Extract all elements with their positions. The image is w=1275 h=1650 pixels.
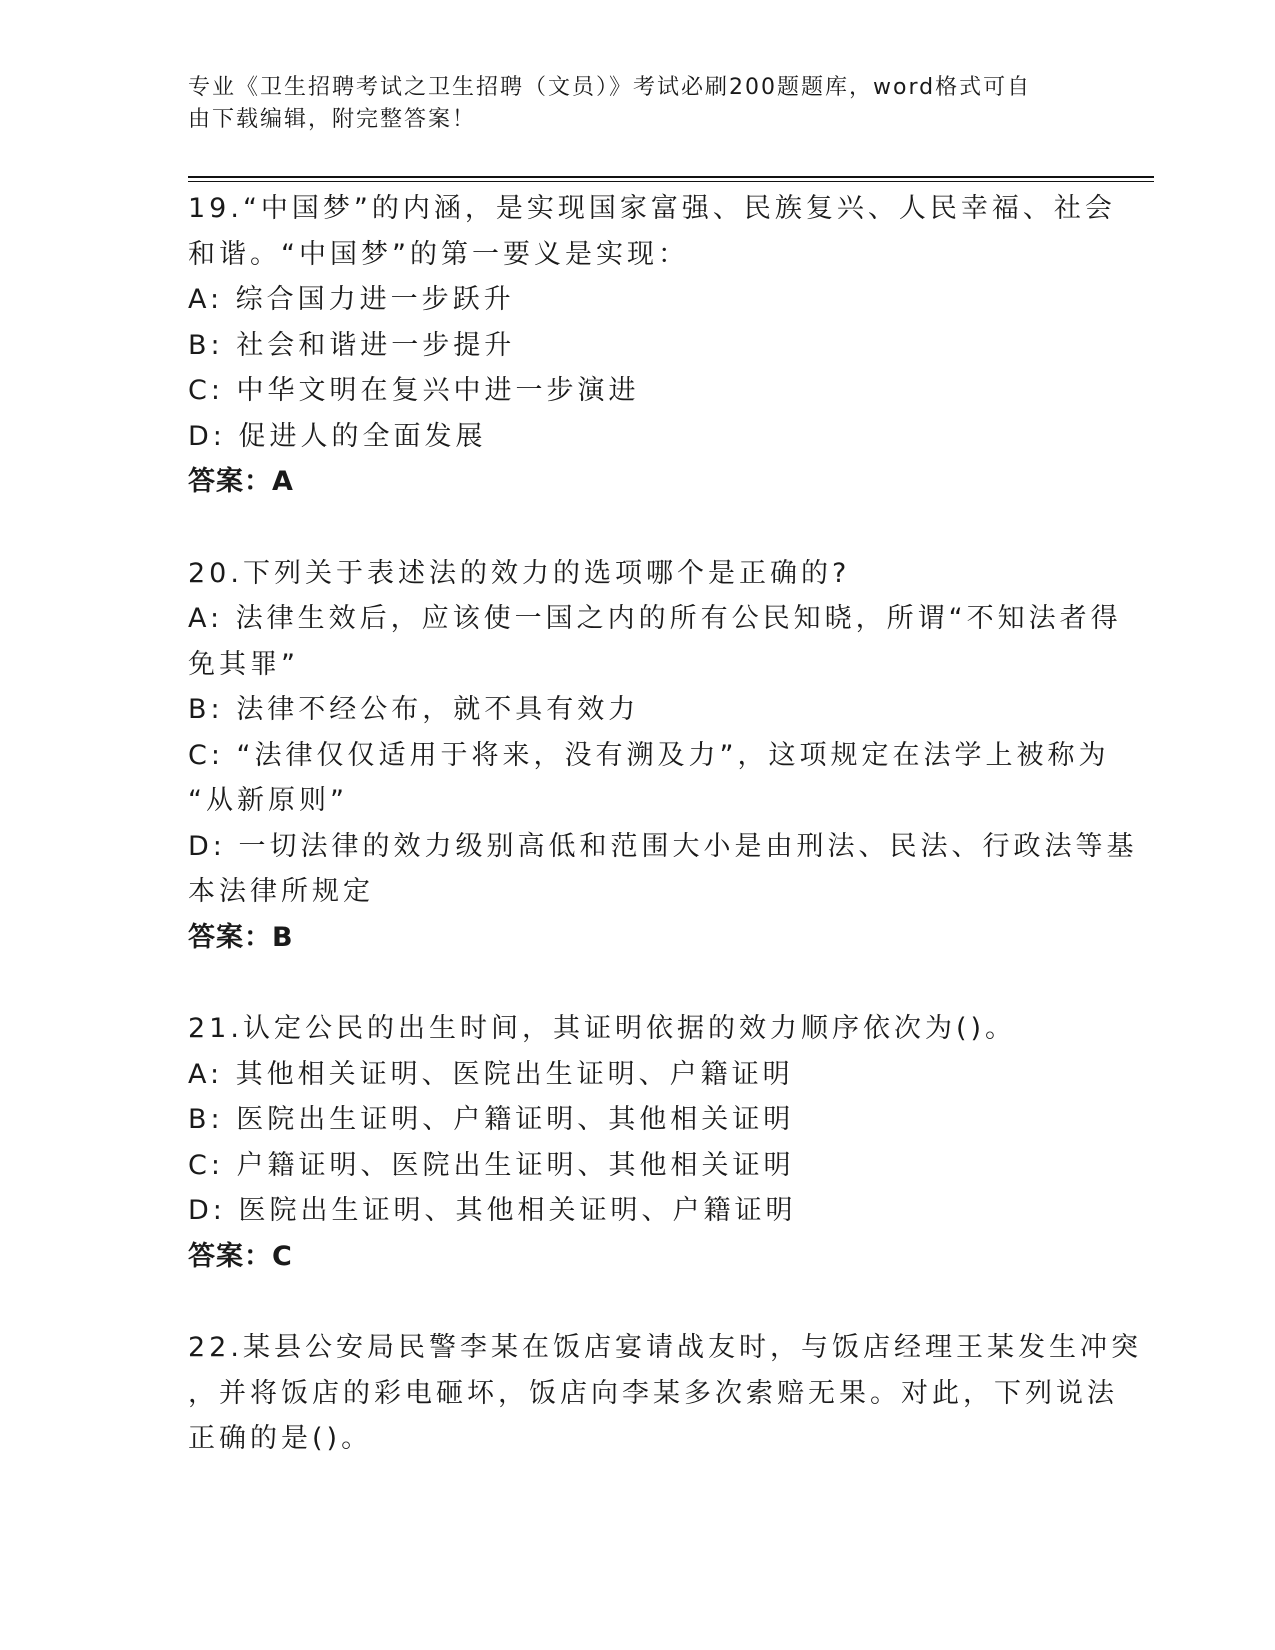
header-line-1: 专业《卫生招聘考试之卫生招聘（文员）》考试必刷200题题库，word格式可自 [188, 75, 1032, 100]
option-d: D: 医院出生证明、其他相关证明、户籍证明 [188, 1195, 797, 1226]
option-d-continued: 本法律所规定 [188, 876, 374, 907]
spacer [188, 960, 1088, 1006]
option-c: C: 户籍证明、医院出生证明、其他相关证明 [188, 1149, 795, 1181]
question-22 [188, 1325, 1142, 1462]
question-20 [188, 551, 1138, 961]
question-stem-line: 正确的是()。 [188, 1423, 373, 1454]
question-stem-line: 22.某县公安局民警李某在饭店宴请战友时，与饭店经理王某发生冲突 [188, 1332, 1142, 1363]
question-stem-line: 21.认定公民的出生时间，其证明依据的效力顺序依次为()。 [188, 1013, 1017, 1044]
question-stem-line: 和谐。“中国梦”的第一要义是实现： [188, 238, 689, 270]
option-b: B: 医院出生证明、户籍证明、其他相关证明 [188, 1104, 795, 1135]
option-a: A: 其他相关证明、医院出生证明、户籍证明 [188, 1058, 794, 1090]
question-21 [188, 1006, 1088, 1279]
option-c: C: “法律仅仅适用于将来，没有溯及力”，这项规定在法学上被称为 [188, 739, 1110, 771]
question-19 [188, 186, 1116, 505]
option-a: A: 法律生效后，应该使一国之内的所有公民知晓，所谓“不知法者得 [188, 603, 1122, 634]
option-a-continued: 免其罪” [188, 648, 299, 680]
question-stem-line: 19.“中国梦”的内涵，是实现国家富强、民族复兴、人民幸福、社会 [188, 193, 1116, 224]
question-stem-line: ，并将饭店的彩电砸坏，饭店向李某多次索赔无果。对此，下列说法 [188, 1377, 1118, 1409]
option-b: B: 社会和谐进一步提升 [188, 329, 516, 361]
spacer [188, 505, 1088, 551]
spacer [188, 1279, 1088, 1325]
option-a: A: 综合国力进一步跃升 [188, 284, 515, 315]
header-line-2: 由下载编辑，附完整答案！ [188, 107, 477, 132]
answer-line: 答案：B [188, 921, 294, 953]
page-header [188, 72, 1088, 136]
option-b: B: 法律不经公布，就不具有效力 [188, 694, 640, 725]
answer-line: 答案：C [188, 1240, 293, 1272]
option-d: D: 一切法律的效力级别高低和范围大小是由刑法、民法、行政法等基 [188, 830, 1138, 862]
question-stem-line: 20.下列关于表述法的效力的选项哪个是正确的? [188, 557, 851, 589]
option-c-continued: “从新原则” [188, 785, 348, 816]
answer-line: 答案：A [188, 466, 294, 497]
option-c: C: 中华文明在复兴中进一步演进 [188, 375, 640, 406]
question-list [188, 186, 1142, 1462]
header-rule-thick [188, 176, 1154, 178]
option-d: D: 促进人的全面发展 [188, 420, 487, 452]
header-rule-thin [188, 181, 1154, 182]
